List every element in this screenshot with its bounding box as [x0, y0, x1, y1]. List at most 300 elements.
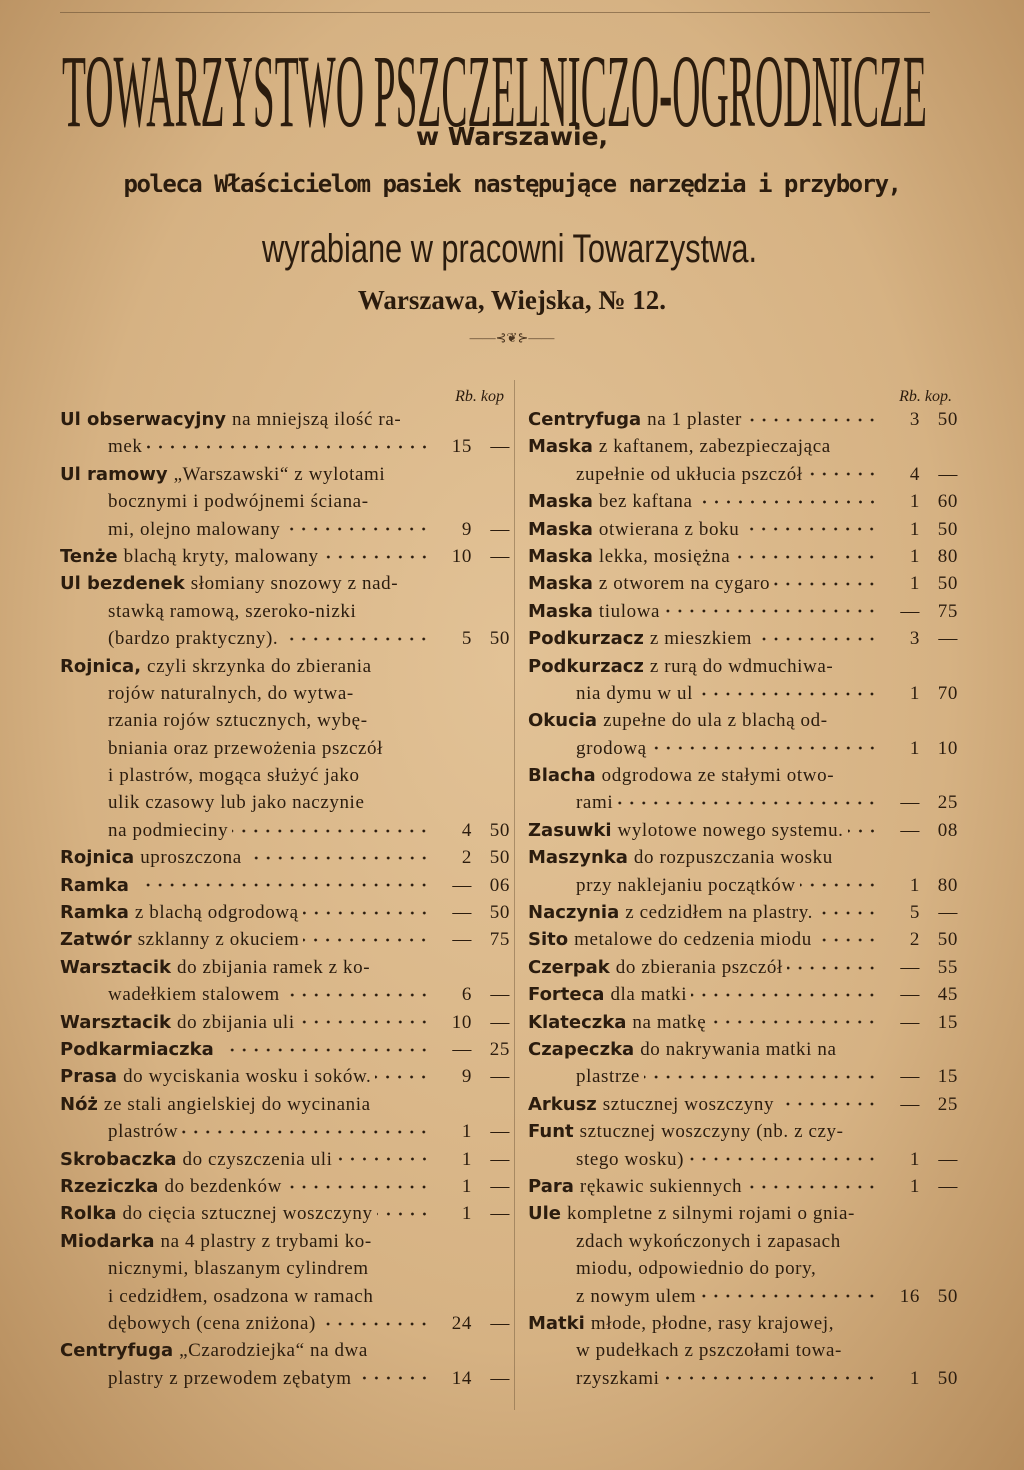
dot-leader: [664, 606, 878, 616]
item-description: na mniejszą ilość ra-: [232, 409, 402, 430]
item-line: [60, 789, 510, 816]
dot-leader: [320, 1319, 430, 1329]
item-line: [60, 516, 510, 543]
item-line: [528, 735, 958, 762]
item-name: Para: [528, 1175, 574, 1197]
price-list-item: [528, 653, 958, 708]
price-rubles: —: [900, 1011, 920, 1033]
item-line: [60, 1255, 510, 1282]
item-description: do zbierania pszczół: [615, 956, 783, 978]
price-list-item: [60, 1200, 510, 1227]
price-rubles: 2: [461, 847, 472, 869]
price-rubles: 1: [909, 573, 920, 595]
item-description: rzania rojów sztucznych, wybę-: [108, 710, 368, 732]
dot-leader: [734, 552, 878, 562]
item-line: [60, 1310, 510, 1337]
item-line: [528, 762, 958, 789]
item-line: [528, 872, 958, 899]
item-description: zdach wykończonych i zapasach: [576, 1230, 841, 1252]
item-name: Rzeziczka: [60, 1175, 159, 1197]
item-line: [528, 488, 958, 515]
item-name: Centryfuga: [60, 1340, 174, 1362]
item-name: Nóż: [60, 1093, 98, 1115]
price-list-item: [528, 543, 958, 570]
item-line: [60, 981, 510, 1008]
item-description: sztucznej woszczyny: [602, 1093, 775, 1115]
item-line: [60, 1036, 510, 1063]
dot-leader: [697, 689, 878, 699]
price-kopecks: 45: [937, 984, 958, 1006]
item-description: do bezdenków: [164, 1175, 282, 1197]
item-name: Ul bezdenek: [60, 573, 185, 595]
dot-leader: [617, 798, 878, 808]
item-name: Miodarka: [60, 1230, 155, 1252]
price-list-item: [60, 1146, 510, 1173]
item-description: (bardzo praktyczny).: [108, 628, 279, 650]
item-name: Zatwór: [60, 929, 132, 951]
item-description: zupełnie od ukłucia pszczół: [576, 463, 803, 485]
item-description: na 4 plastry z trybami ko-: [160, 1230, 372, 1252]
item-description: do nakrywania matki na: [640, 1038, 837, 1060]
item-name: Ul ramowy: [60, 463, 168, 485]
item-name: Zasuwki: [528, 819, 612, 841]
price-list-item: [60, 1091, 510, 1146]
item-line: [60, 735, 510, 762]
item-line: [60, 406, 510, 433]
price-rubles: 4: [461, 819, 472, 841]
item-description: z otworem na cygaro: [598, 573, 771, 595]
item-name: Ul obserwacyjny: [60, 409, 226, 430]
dot-leader: [139, 880, 430, 890]
item-line: [528, 1365, 958, 1392]
item-name: Ramka: [60, 902, 129, 924]
item-description: do wyciskania wosku i soków.: [123, 1066, 372, 1088]
price-list-item: [60, 461, 510, 543]
item-name: Ramka: [60, 874, 129, 896]
item-line: [60, 680, 510, 707]
price-kopecks: 15: [937, 1011, 958, 1033]
item-line: [528, 1091, 958, 1118]
price-list-item: [528, 433, 958, 488]
price-list-item: [60, 406, 510, 461]
price-kopecks: 80: [937, 545, 958, 567]
dot-leader: [663, 1373, 878, 1383]
item-description: z cedzidłem na plastry.: [625, 902, 813, 924]
item-name: Rojnica,: [60, 655, 142, 677]
item-description: plastrów: [108, 1121, 179, 1143]
item-line: [528, 543, 958, 570]
item-description: ulik czasowy lub jako naczynie: [108, 792, 365, 814]
price-kopecks: 10: [937, 737, 958, 759]
dot-leader: [284, 524, 430, 534]
item-line: [528, 899, 958, 926]
item-line: [60, 598, 510, 625]
item-line: [528, 1146, 958, 1173]
item-line: [528, 680, 958, 707]
dot-leader: [299, 1017, 430, 1027]
price-rubles: 1: [909, 518, 920, 540]
item-description: przy naklejaniu początków: [576, 874, 796, 896]
item-description: dębowych (cena zniżona): [108, 1312, 316, 1334]
item-description: z blachą odgrodową: [134, 902, 299, 924]
item-line: [60, 899, 510, 926]
item-description: do rozpuszczania wosku: [633, 847, 833, 869]
item-line: [60, 1091, 510, 1118]
price-list-item: [528, 1310, 958, 1392]
dot-leader: [375, 1072, 430, 1082]
dot-leader: [147, 442, 430, 452]
item-name: Okucia: [528, 710, 598, 732]
item-description: rojów naturalnych, do wytwa-: [108, 682, 354, 704]
tagline: poleca Właścicielom pasiek następujące narzędzia i przybory,: [123, 170, 901, 198]
item-line: [528, 598, 958, 625]
price-list-left: [60, 378, 510, 1392]
item-description: do cięcia sztucznej woszczyny: [122, 1203, 373, 1225]
item-description: otwierana z boku: [598, 518, 740, 540]
item-line: [60, 433, 510, 460]
price-kopecks: 50: [489, 847, 510, 869]
dot-leader: [284, 990, 430, 1000]
item-name: Maska: [528, 600, 593, 622]
item-name: Warsztacik: [60, 956, 171, 978]
item-line: [528, 433, 958, 460]
price-rubles: 9: [461, 518, 472, 540]
item-line: [60, 1118, 510, 1145]
price-kopecks: —: [490, 436, 510, 458]
price-kopecks: 06: [489, 874, 510, 896]
dot-leader: [644, 1072, 878, 1082]
made-text: wyrabiane w pracowni Towarzystwa.: [261, 227, 757, 271]
dot-leader: [282, 634, 430, 644]
price-list-item: [528, 1118, 958, 1173]
item-line: [60, 653, 510, 680]
item-name: Maska: [528, 491, 593, 513]
dot-leader: [746, 1182, 878, 1192]
price-rubles: —: [900, 600, 920, 622]
price-list-item: [528, 516, 958, 543]
item-line: [528, 406, 958, 433]
item-description: zupełne do ula z blachą od-: [603, 710, 828, 732]
item-name: Czapeczka: [528, 1038, 635, 1060]
item-name: Rojnica: [60, 847, 135, 869]
item-name: Rolka: [60, 1203, 117, 1225]
price-rubles: 24: [451, 1312, 472, 1334]
item-line: [528, 707, 958, 734]
item-line: [528, 1228, 958, 1255]
item-name: Funt: [528, 1121, 574, 1143]
price-rubles: 10: [451, 1011, 472, 1033]
price-rubles: 10: [451, 545, 472, 567]
item-description: bniania oraz przewożenia pszczół: [108, 737, 384, 759]
price-rubles: 16: [899, 1285, 920, 1307]
price-kopecks: —: [938, 1148, 958, 1170]
price-rubles: 6: [461, 984, 472, 1006]
price-kopecks: 50: [937, 1285, 958, 1307]
dot-leader: [807, 469, 878, 479]
item-name: Blacha: [528, 765, 596, 787]
price-list-item: [528, 625, 958, 652]
item-line: [60, 625, 510, 652]
item-line: [60, 1200, 510, 1227]
price-rubles: 14: [451, 1367, 472, 1389]
price-kopecks: 55: [937, 956, 958, 978]
price-rubles: —: [452, 902, 472, 924]
item-description: na matkę: [632, 1011, 707, 1033]
dot-leader: [800, 880, 878, 890]
price-rubles: —: [452, 874, 472, 896]
price-list-item: [60, 1337, 510, 1392]
item-line: [60, 1365, 510, 1392]
item-name: Maska: [528, 545, 593, 567]
price-kopecks: 50: [937, 573, 958, 595]
made-line: [262, 220, 762, 276]
dot-leader: [323, 552, 430, 562]
item-name: Czerpak: [528, 956, 610, 978]
item-line: [60, 954, 510, 981]
dot-leader: [746, 415, 878, 425]
item-description: na podmieciny: [108, 819, 229, 841]
item-line: [60, 1228, 510, 1255]
item-line: [528, 461, 958, 488]
item-description: sztucznej woszczyny (nb. z czy-: [579, 1121, 844, 1143]
price-kopecks: 50: [489, 902, 510, 924]
price-kopecks: 50: [489, 819, 510, 841]
price-kopecks: —: [938, 628, 958, 650]
price-rubles: 1: [909, 682, 920, 704]
price-rubles: 1: [909, 1175, 920, 1197]
dot-leader: [710, 1017, 878, 1027]
price-list-item: [528, 1091, 958, 1118]
item-description: stego wosku): [576, 1148, 684, 1170]
price-list-item: [60, 1009, 510, 1036]
item-name: Klateczka: [528, 1011, 627, 1033]
price-rubles: 3: [909, 409, 920, 430]
item-line: [60, 926, 510, 953]
price-kopecks: 75: [937, 600, 958, 622]
item-name: Podkurzacz: [528, 628, 644, 650]
price-list-item: [528, 598, 958, 625]
item-description: miodu, odpowiednio do pory,: [576, 1258, 817, 1280]
item-description: na 1 plaster: [647, 409, 742, 430]
price-kopecks: 25: [937, 792, 958, 814]
price-kopecks: —: [938, 463, 958, 485]
item-description: ze stali angielskiej do wycinania: [103, 1093, 371, 1115]
item-description: mek: [108, 436, 143, 458]
price-kopecks: —: [938, 1175, 958, 1197]
item-description: szklanny z okuciem: [137, 929, 300, 951]
item-line: [60, 762, 510, 789]
price-kopecks: 25: [489, 1038, 510, 1060]
item-line: [60, 844, 510, 871]
item-line: [528, 570, 958, 597]
price-list-item: [528, 1200, 958, 1310]
price-kopecks: 80: [937, 874, 958, 896]
price-rubles: 1: [909, 1367, 920, 1389]
top-rule: [60, 12, 930, 13]
item-description: z rurą do wdmuchiwa-: [649, 655, 834, 677]
price-kopecks: —: [490, 1121, 510, 1143]
price-rubles: —: [452, 1038, 472, 1060]
price-list-item: [60, 570, 510, 652]
item-name: Skrobaczka: [60, 1148, 177, 1170]
item-line: [60, 543, 510, 570]
price-rubles: 1: [909, 491, 920, 513]
price-rubles: 1: [909, 737, 920, 759]
price-kopecks: 50: [937, 409, 958, 430]
price-kopecks: —: [490, 1011, 510, 1033]
item-description: metalowe do cedzenia miodu: [574, 929, 812, 951]
dot-leader: [816, 935, 878, 945]
item-line: [60, 570, 510, 597]
item-line: [60, 1009, 510, 1036]
item-name: Prasa: [60, 1066, 118, 1088]
item-line: [60, 1283, 510, 1310]
item-line: [60, 488, 510, 515]
item-description: z kaftanem, zabezpieczająca: [598, 436, 831, 458]
price-list-item: [528, 926, 958, 953]
item-line: [528, 789, 958, 816]
price-kopecks: 15: [937, 1066, 958, 1088]
item-name: Sito: [528, 929, 569, 951]
dot-leader: [246, 853, 430, 863]
price-rubles: 2: [909, 929, 920, 951]
price-rubles: —: [900, 792, 920, 814]
price-rubles: 5: [909, 902, 920, 924]
price-rubles: 1: [909, 545, 920, 567]
item-name: Ule: [528, 1203, 561, 1225]
item-description: odgrodowa ze stałymi otwo-: [601, 765, 835, 787]
price-rubles: 4: [909, 463, 920, 485]
item-description: „Warszawski“ z wylotami: [173, 463, 386, 485]
price-kopecks: —: [490, 984, 510, 1006]
price-rubles: 1: [909, 1148, 920, 1170]
item-line: [528, 1036, 958, 1063]
price-list-item: [528, 954, 958, 981]
dot-leader: [756, 634, 878, 644]
item-line: [60, 1337, 510, 1364]
item-line: [60, 872, 510, 899]
item-line: [528, 981, 958, 1008]
item-line: [528, 1063, 958, 1090]
item-name: Warsztacik: [60, 1011, 171, 1033]
dot-leader: [817, 908, 878, 918]
price-list-item: [528, 899, 958, 926]
item-name: Maszynka: [528, 847, 628, 869]
item-line: [60, 461, 510, 488]
item-description: nicznymi, blaszanym cylindrem: [108, 1258, 369, 1280]
price-rubles: 5: [461, 628, 472, 650]
price-list-item: [528, 817, 958, 844]
item-description: dla matki: [610, 984, 688, 1006]
item-line: [528, 1337, 958, 1364]
price-rubles: 1: [461, 1203, 472, 1225]
item-description: grodową: [576, 737, 647, 759]
dot-leader: [848, 826, 878, 836]
item-description: rami: [576, 792, 614, 814]
price-kopecks: 50: [937, 1367, 958, 1389]
item-name: Podkurzacz: [528, 655, 644, 677]
price-list-item: [528, 1036, 958, 1091]
dot-leader: [651, 743, 878, 753]
price-rubles: 1: [461, 1148, 472, 1170]
price-list-item: [60, 1063, 510, 1090]
price-rubles: —: [900, 984, 920, 1006]
dot-leader: [691, 990, 878, 1000]
item-name: Centryfuga: [528, 409, 642, 430]
city-line: w Warszawie,: [415, 122, 609, 151]
price-list-item: [60, 1173, 510, 1200]
price-kopecks: 08: [937, 819, 958, 841]
price-rubles: 1: [461, 1121, 472, 1143]
item-description: do czyszczenia uli: [182, 1148, 333, 1170]
item-line: [60, 817, 510, 844]
dot-leader: [377, 1209, 430, 1219]
price-kopecks: —: [938, 902, 958, 924]
item-description: lekka, mosiężna: [598, 545, 731, 567]
made-graphic: [262, 220, 762, 276]
dot-leader: [232, 826, 430, 836]
dot-leader: [688, 1154, 878, 1164]
item-line: [528, 1118, 958, 1145]
price-list-item: [60, 653, 510, 845]
item-line: [528, 817, 958, 844]
item-description: czyli skrzynka do zbierania: [147, 655, 372, 677]
item-line: [528, 1283, 958, 1310]
dot-leader: [224, 1045, 430, 1055]
item-name: Matki: [528, 1312, 585, 1334]
price-rubles: 1: [909, 874, 920, 896]
dot-leader: [774, 579, 878, 589]
price-list-item: [528, 570, 958, 597]
price-rubles: —: [900, 819, 920, 841]
price-rubles: 15: [451, 436, 472, 458]
price-kopecks: 50: [937, 518, 958, 540]
item-line: [528, 516, 958, 543]
price-list-item: [60, 954, 510, 1009]
column-divider: [514, 380, 515, 1410]
price-kopecks: 50: [937, 929, 958, 951]
item-line: [60, 1173, 510, 1200]
dot-leader: [787, 963, 878, 973]
dot-leader: [303, 935, 430, 945]
item-description: plastry z przewodem zębatym: [108, 1367, 352, 1389]
item-line: [528, 1009, 958, 1036]
item-description: wadełkiem stalowem: [108, 984, 280, 1006]
item-description: i plastrów, mogąca służyć jako: [108, 765, 360, 787]
price-list-item: [528, 707, 958, 762]
item-line: [528, 653, 958, 680]
price-list-right: [528, 378, 958, 1392]
dot-leader: [697, 497, 878, 507]
price-kopecks: —: [490, 1312, 510, 1334]
item-description: do zbijania uli: [177, 1011, 295, 1033]
item-line: [528, 1200, 958, 1227]
item-description: mi, olejno malowany: [108, 518, 281, 540]
item-line: [528, 1173, 958, 1200]
item-description: plastrze: [576, 1066, 640, 1088]
item-line: [60, 707, 510, 734]
price-kopecks: 25: [937, 1093, 958, 1115]
item-description: nia dymu w ul: [576, 682, 694, 704]
item-description: z mieszkiem: [649, 628, 752, 650]
price-kopecks: —: [490, 545, 510, 567]
dot-leader: [700, 1291, 878, 1301]
item-name: Maska: [528, 573, 593, 595]
dot-leader: [337, 1154, 430, 1164]
item-line: [528, 1310, 958, 1337]
item-name: Arkusz: [528, 1093, 597, 1115]
dot-leader: [182, 1127, 430, 1137]
